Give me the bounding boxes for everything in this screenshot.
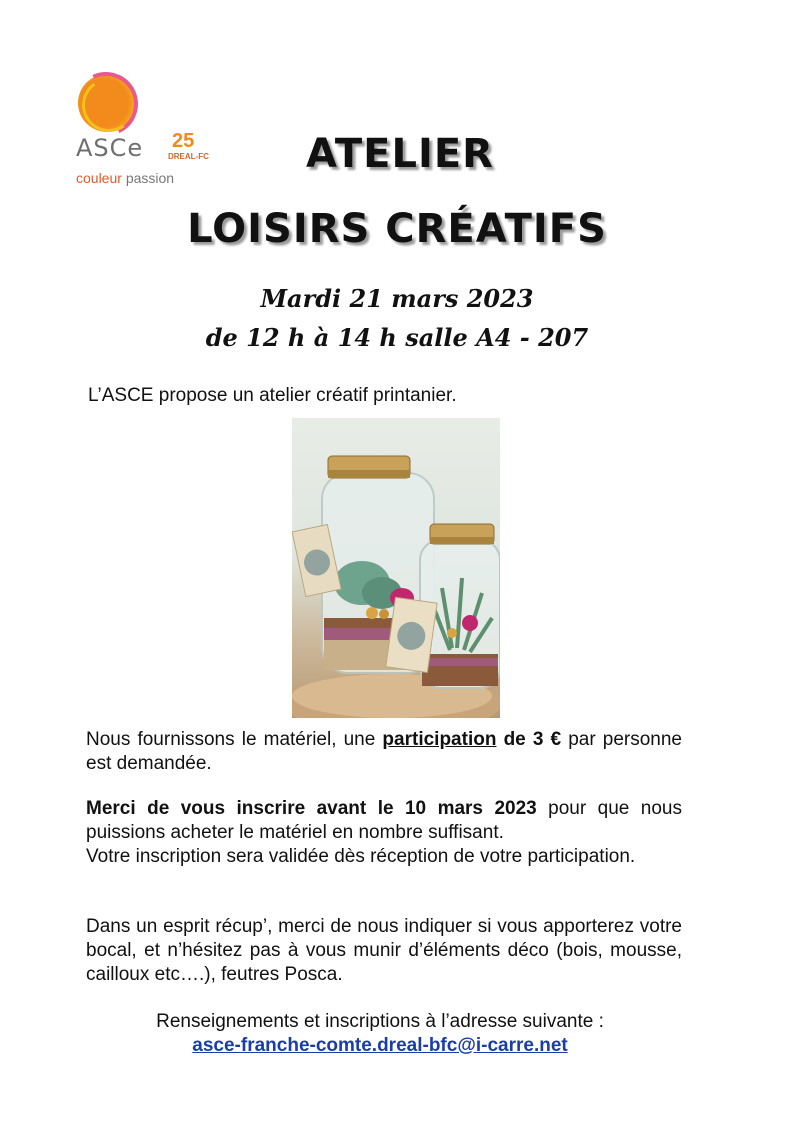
recycling-paragraph: Dans un esprit récup’, merci de nous indiquer si vous apporterez votre bocal, et n’hésitez pas à vous munir d’éléments déco (bois, mousse, cailloux etc….), feutres Posca. xyxy=(86,916,682,985)
logo-brand: ASCe xyxy=(76,134,144,162)
intro-text: L’ASCE propose un atelier créatif printanier. xyxy=(88,385,457,406)
logo-org: DREAL-FC xyxy=(168,152,209,161)
logo-number: 25 xyxy=(172,130,195,152)
terrarium-jars-photo xyxy=(292,418,500,718)
contact-email-link[interactable]: asce-franche-comte.dreal-bfc@i-carre.net xyxy=(192,1035,568,1056)
title-line-1: ATELIER xyxy=(306,131,494,177)
title-line-2: LOISIRS CRÉATIFS xyxy=(187,206,607,252)
event-time-room: de 12 h à 14 h salle A4 - 207 xyxy=(205,323,589,352)
logo-tagline: couleur passion xyxy=(76,170,175,186)
terrarium-illustration xyxy=(292,418,500,718)
registration-paragraph: Merci de vous inscrire avant le 10 mars 2023 pour que nous puissions acheter le matériel en nombre suffisant. Votre inscription sera validée dès réception de votre participation. xyxy=(86,798,682,867)
contact-label: Renseignements et inscriptions à l’adresse suivante : xyxy=(156,1011,604,1032)
participation-paragraph: Nous fournissons le matériel, une participation de 3 € par personne est demandée. xyxy=(86,729,683,774)
event-date: Mardi 21 mars 2023 xyxy=(260,284,534,313)
